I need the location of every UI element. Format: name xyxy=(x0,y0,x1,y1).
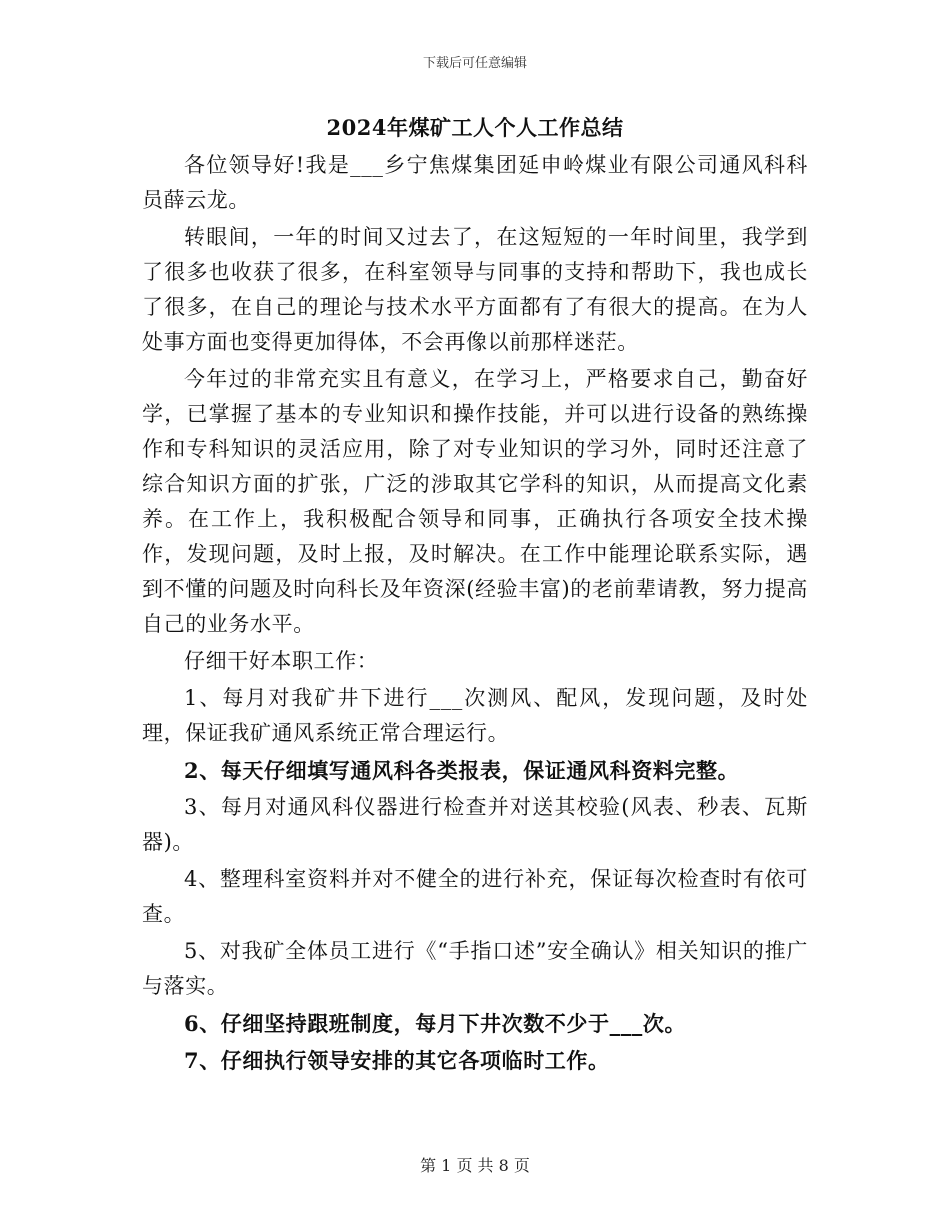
list-item: 3、每月对通风科仪器进行检查并对送其校验(风表、秒表、瓦斯器)。 xyxy=(142,795,808,854)
list-item: 4、整理科室资料并对不健全的进行补充，保证每次检查时有依可查。 xyxy=(142,867,808,926)
list-item: 1、每月对我矿井下进行___次测风、配风，发现问题，及时处理，保证我矿通风系统正常合理运行。 xyxy=(142,686,808,745)
page-number: 第 1 页 共 8 页 xyxy=(420,1156,530,1175)
paragraph: 转眼间，一年的时间又过去了，在这短短的一年时间里，我学到了很多也收获了很多，在科室领导与同事的支持和帮助下，我也成长了很多，在自己的理论与技术水平方面都有了有很大的提高。在为人处事方面也变得更加得体，不会再像以前那样迷茫。 xyxy=(142,225,808,354)
document-body xyxy=(142,112,808,1080)
paragraph: 仔细干好本职工作： xyxy=(184,649,379,673)
list-item: 7、仔细执行领导安排的其它各项临时工作。 xyxy=(184,1048,610,1073)
document-title: 2024年煤矿工人个人工作总结 xyxy=(326,115,624,140)
list-item: 2、每天仔细填写通风科各类报表，保证通风科资料完整。 xyxy=(184,758,740,783)
paragraph: 今年过的非常充实且有意义，在学习上，严格要求自己，勤奋好学，已掌握了基本的专业知识和操作技能，并可以进行设备的熟练操作和专科知识的灵活应用，除了对专业知识的学习外，同时还注意了综合知识方面的扩张，广泛的涉取其它学科的知识，从而提高文化素养。在工作上，我积极配合领导和同事，正确执行各项安全技术操作，发现问题，及时上报，及时解决。在工作中能理论联系实际，遇到不懂的问题及时向科长及年资深(经验丰富)的老前辈请教，努力提高自己的业务水平。 xyxy=(142,367,808,636)
paragraph: 各位领导好!我是___乡宁焦煤集团延申岭煤业有限公司通风科科员薛云龙。 xyxy=(142,153,808,212)
download-note: 下载后可任意编辑 xyxy=(422,56,527,71)
list-item: 6、仔细坚持跟班制度，每月下井次数不少于___次。 xyxy=(184,1011,687,1036)
list-item: 5、对我矿全体员工进行《“手指口述”安全确认》相关知识的推广与落实。 xyxy=(142,939,808,998)
